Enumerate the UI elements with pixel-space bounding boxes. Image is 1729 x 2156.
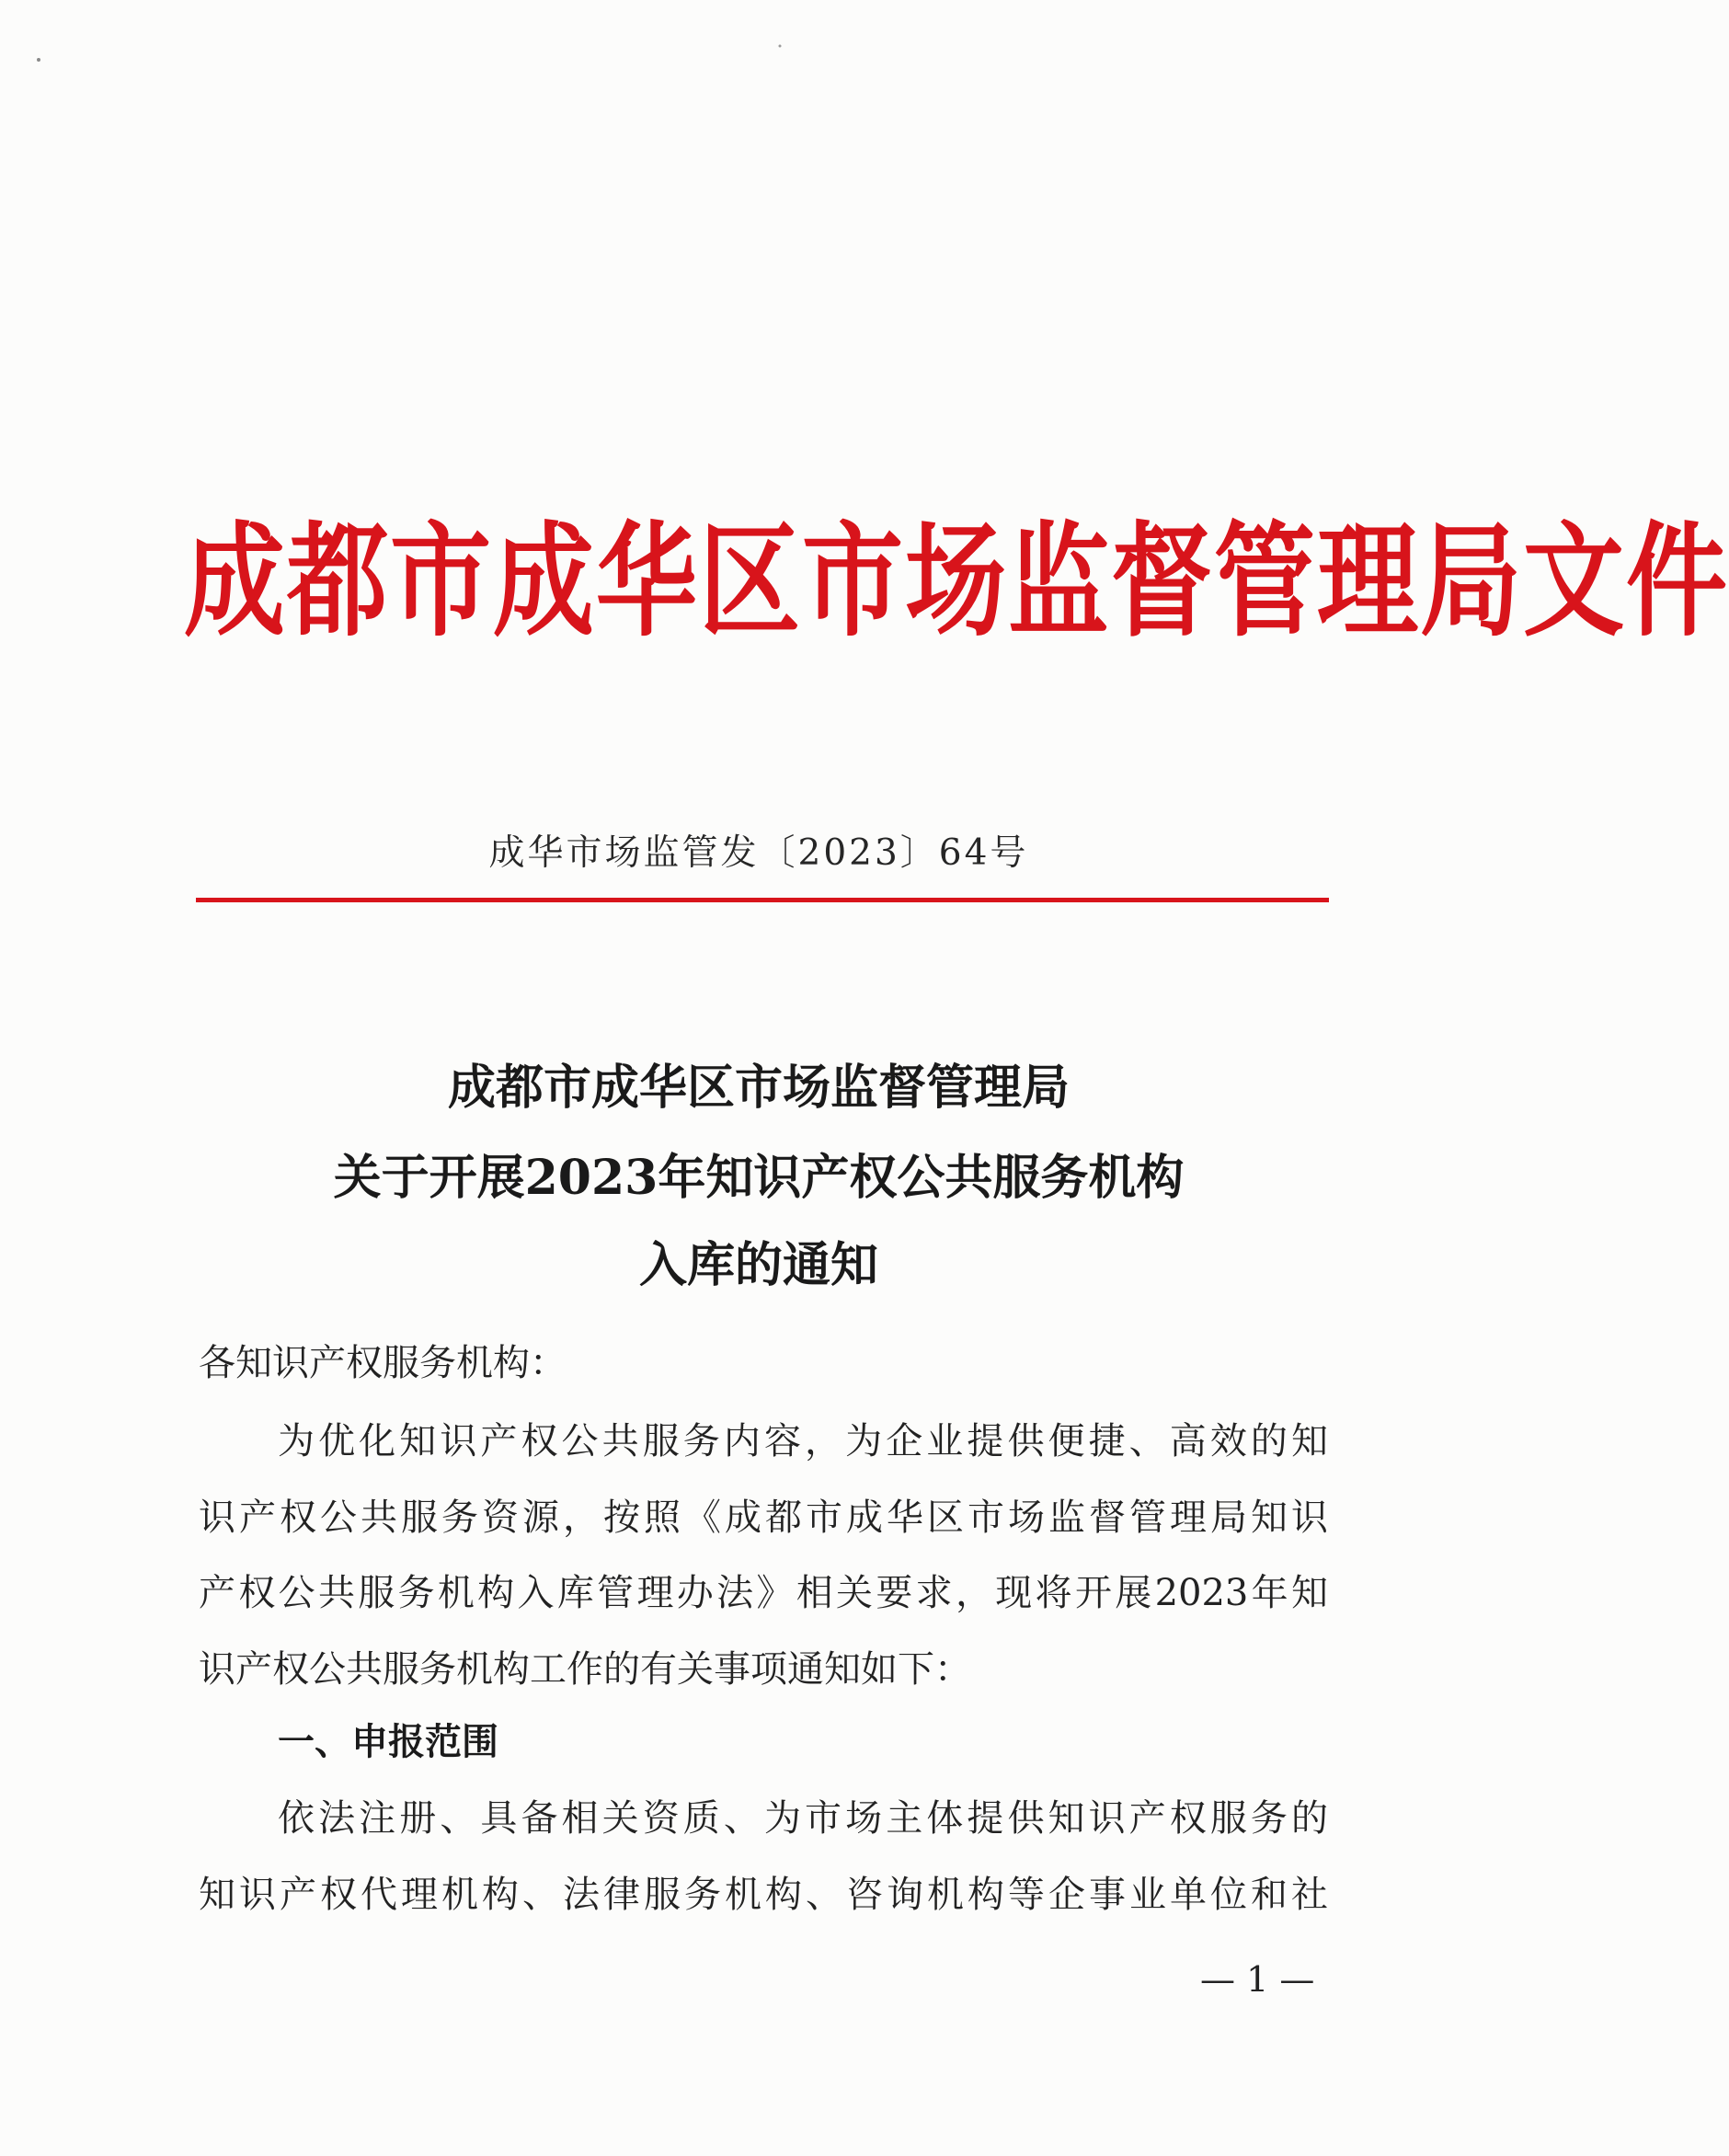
- red-divider-rule: [196, 898, 1329, 902]
- section-line-1: 依法注册、具备相关资质、为市场主体提供知识产权服务的: [278, 1797, 1328, 1840]
- notice-title-line-1: 成都市成华区市场监督管理局: [447, 1060, 1070, 1116]
- body-line-3: 产权公共服务机构入库管理办法》相关要求，现将开展2023年知: [199, 1572, 1328, 1614]
- body-line-1: 为优化知识产权公共服务内容，为企业提供便捷、高效的知: [278, 1420, 1328, 1462]
- salutation: 各知识产权服务机构：: [199, 1342, 567, 1384]
- issuer-masthead: 成都市成华区市场监督管理局文件: [184, 508, 1729, 654]
- body-line-2: 识产权公共服务资源，按照《成都市成华区市场监督管理局知识: [199, 1497, 1328, 1539]
- page-number: — 1 —: [1200, 1959, 1315, 2000]
- notice-title-line-3: 入库的通知: [638, 1237, 878, 1293]
- body-line-4: 识产权公共服务机构工作的有关事项通知如下：: [199, 1648, 971, 1691]
- notice-title-line-2: 关于开展2023年知识产权公共服务机构: [333, 1150, 1185, 1206]
- document-number: 成华市场监管发〔2023〕64号: [488, 832, 1029, 874]
- section-heading-scope: 一、申报范围: [278, 1721, 498, 1763]
- section-line-2: 知识产权代理机构、法律服务机构、咨询机构等企事业单位和社: [199, 1874, 1328, 1916]
